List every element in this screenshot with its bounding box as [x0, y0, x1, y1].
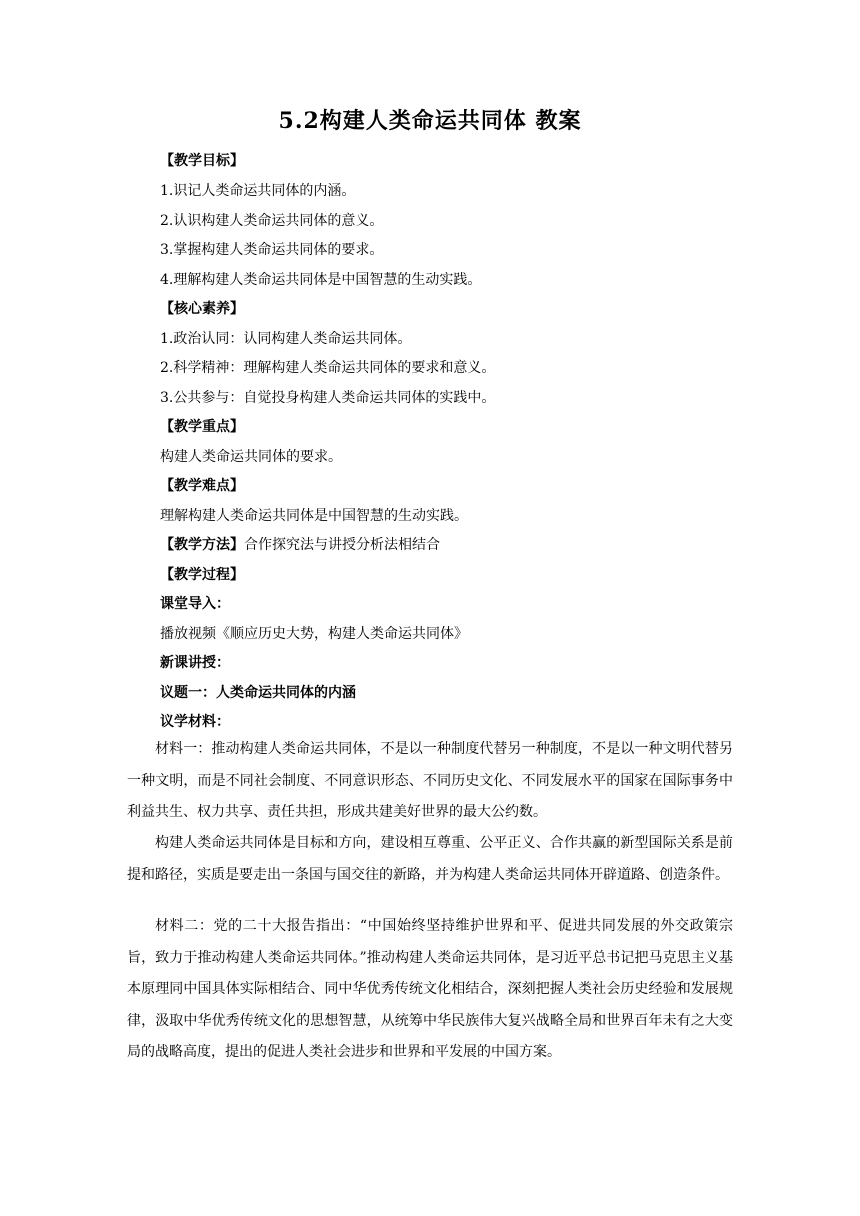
method-heading: 【教学方法】 [160, 537, 244, 553]
topic-heading: 议题一：人类命运共同体的内涵 [160, 685, 356, 701]
process-heading: 【教学过程】 [160, 567, 244, 583]
goal-item: 4.理解构建人类命运共同体是中国智慧的生动实践。 [160, 272, 482, 288]
literacy-item: 2.科学精神：理解构建人类命运共同体的要求和意义。 [160, 360, 496, 376]
goal-item: 1.识记人类命运共同体的内涵。 [160, 183, 356, 199]
materials-label: 议学材料： [160, 714, 230, 730]
goal-item: 3.掌握构建人类命运共同体的要求。 [160, 242, 384, 258]
goal-item: 2.认识构建人类命运共同体的意义。 [160, 213, 384, 229]
intro-text: 播放视频《顺应历史大势，构建人类命运共同体》 [160, 626, 468, 642]
intro-label: 课堂导入： [160, 596, 230, 612]
difficulty-text: 理解构建人类命运共同体是中国智慧的生动实践。 [160, 508, 468, 524]
key-text: 构建人类命运共同体的要求。 [160, 449, 342, 465]
literacy-heading: 【核心素养】 [160, 301, 244, 317]
key-heading: 【教学重点】 [160, 419, 244, 435]
material-paragraph: 材料二：党的二十大报告指出：“中国始终坚持维护世界和平、促进共同发展的外交政策宗旨，致力于推动构建人类命运共同体。”推动构建人类命运共同体，是习近平总书记把马克思主义基本原理同中国具体实际相结合、同中华优秀传统文化相结合，深刻把握人类社会历史经验和发展规律，汲取中华优秀传统文化的思想智慧，从统筹中华民族伟大复兴战略全局和世界百年未有之大变局的战略高度，提出的促进人类社会进步和世界和平发展的中国方案。 [127, 918, 733, 1060]
material-paragraph: 材料一：推动构建人类命运共同体，不是以一种制度代替另一种制度，不是以一种文明代替另一种文明，而是不同社会制度、不同意识形态、不同历史文化、不同发展水平的国家在国际事务中利益共生、权力共享、责任共担，形成共建美好世界的最大公约数。 [127, 741, 733, 820]
new-lesson-label: 新课讲授： [160, 655, 230, 671]
method-text: 合作探究法与讲授分析法相结合 [244, 537, 440, 553]
document-title: 5.2构建人类命运共同体 教案 [278, 108, 582, 134]
literacy-item: 1.政治认同：认同构建人类命运共同体。 [160, 331, 412, 347]
literacy-item: 3.公共参与：自觉投身构建人类命运共同体的实践中。 [160, 390, 496, 406]
goals-heading: 【教学目标】 [160, 153, 244, 169]
method-line [160, 534, 440, 554]
material-paragraph: 构建人类命运共同体是目标和方向，建设相互尊重、公平正义、合作共赢的新型国际关系是前提和路径，实质是要走出一条国与国交往的新路，并为构建人类命运共同体开辟道路、创造条件。 [127, 835, 733, 883]
difficulty-heading: 【教学难点】 [160, 478, 244, 494]
